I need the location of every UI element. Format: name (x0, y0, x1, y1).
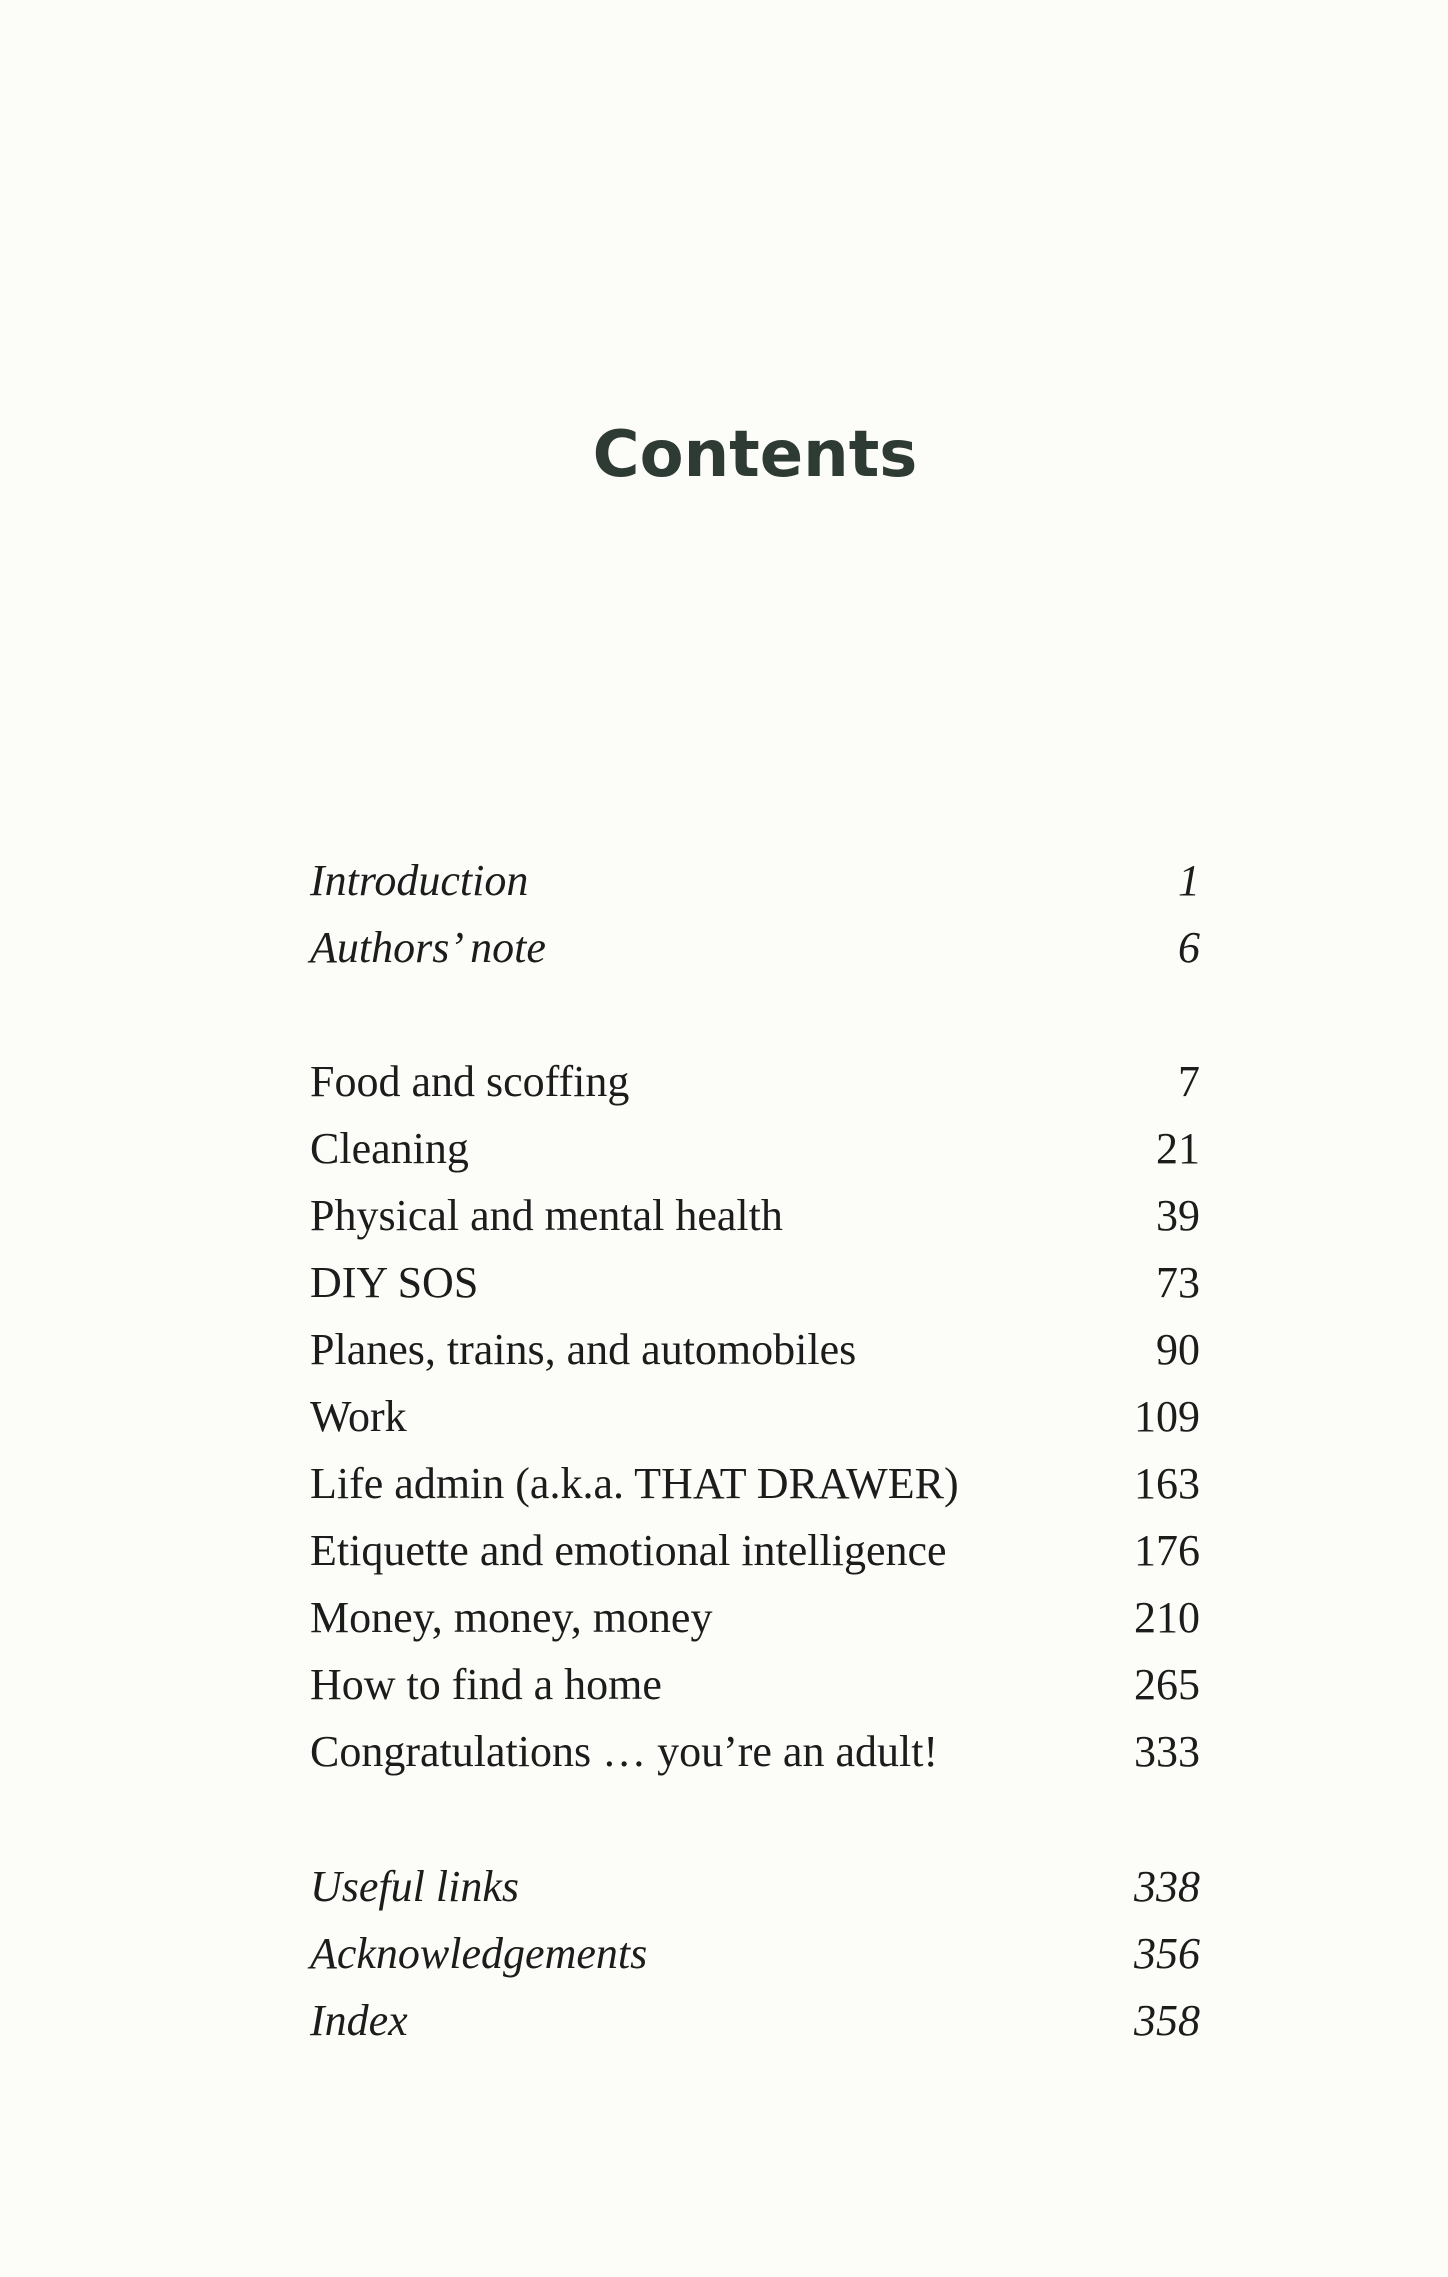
toc-entry-page: 333 (1134, 1727, 1200, 1776)
toc-entry (310, 1188, 1200, 1244)
toc-entry (310, 1389, 1200, 1445)
toc-entry-page: 210 (1134, 1593, 1200, 1642)
toc-entry (310, 1590, 1200, 1646)
toc-entry-page: 39 (1156, 1191, 1200, 1240)
toc-entry (310, 1657, 1200, 1713)
toc-entry (310, 920, 1200, 976)
toc-entry (310, 1456, 1200, 1512)
toc-entry (310, 1255, 1200, 1311)
toc-entry-label: Congratulations … you’re an adult! (310, 1727, 939, 1776)
toc-entry (310, 1523, 1200, 1579)
toc-entry-page: 1 (1178, 856, 1200, 905)
toc-entry-page: 109 (1134, 1392, 1200, 1441)
toc-entry (310, 853, 1200, 909)
toc-entry (310, 1724, 1200, 1780)
toc-entry-label: Money, money, money (310, 1593, 713, 1642)
toc-entry (310, 1322, 1200, 1378)
toc-entry-label: Index (310, 1996, 408, 2045)
toc-entry-label: Etiquette and emotional intelligence (310, 1526, 947, 1575)
toc-entry-label: Planes, trains, and automobiles (310, 1325, 857, 1374)
toc-entry-page: 338 (1134, 1862, 1200, 1911)
toc-entry-label: Work (310, 1392, 407, 1441)
toc-entry-label: Acknowledgements (310, 1929, 648, 1978)
toc-entry-label: Food and scoffing (310, 1057, 630, 1106)
toc-entry-page: 358 (1134, 1996, 1200, 2045)
toc-entry-label: Introduction (310, 856, 529, 905)
toc-entry-label: Cleaning (310, 1124, 469, 1173)
toc-entry-page: 90 (1156, 1325, 1200, 1374)
toc-entry-page: 356 (1134, 1929, 1200, 1978)
toc-entry-label: How to find a home (310, 1660, 662, 1709)
toc-entry-label: Authors’ note (310, 923, 546, 972)
toc-entry-page: 73 (1156, 1258, 1200, 1307)
toc-entry-page: 163 (1134, 1459, 1200, 1508)
toc-entry-page: 265 (1134, 1660, 1200, 1709)
toc-entry-page: 21 (1156, 1124, 1200, 1173)
toc-entry-label: Useful links (310, 1862, 519, 1911)
toc-entry (310, 1859, 1200, 1915)
toc-entry (310, 1121, 1200, 1177)
toc-entry-label: Life admin (a.k.a. THAT DRAWER) (310, 1459, 959, 1508)
toc-entry (310, 1926, 1200, 1982)
toc-entry-page: 176 (1134, 1526, 1200, 1575)
toc-entry-label: Physical and mental health (310, 1191, 783, 1240)
toc-entry-page: 7 (1178, 1057, 1200, 1106)
toc-entry-label: DIY SOS (310, 1258, 479, 1307)
toc-entry (310, 1054, 1200, 1110)
toc-entry-page: 6 (1178, 923, 1200, 972)
toc-entry (310, 1993, 1200, 2049)
page-title: Contents (592, 418, 918, 492)
